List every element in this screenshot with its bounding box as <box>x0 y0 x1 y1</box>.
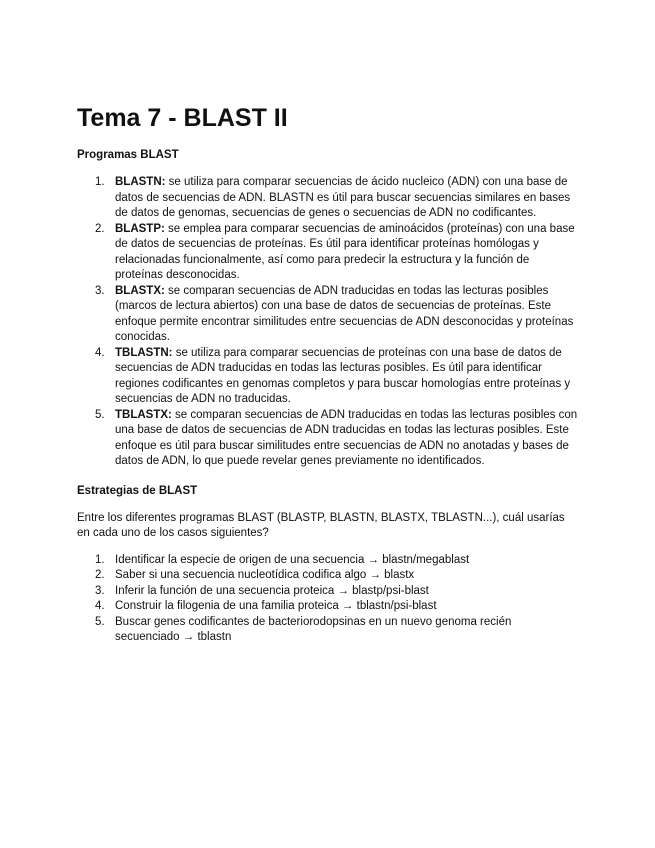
case-text: Identificar la especie de origen de una secuencia → blastn/megablast <box>115 553 470 566</box>
list-item-blastx <box>77 284 579 346</box>
list-item-blastn <box>77 175 579 222</box>
program-name: BLASTX: <box>115 284 165 297</box>
list-item-case <box>77 584 579 600</box>
program-name: BLASTN: <box>115 176 166 188</box>
list-number: 1. <box>95 176 105 188</box>
case-text: Construir la filogenia de una familia proteica → tblastn/psi-blast <box>115 600 437 612</box>
list-item-case <box>77 568 579 584</box>
list-item-case <box>77 615 579 646</box>
list-number: 5. <box>95 408 105 421</box>
program-name: BLASTP: <box>115 222 165 235</box>
list-number: 2. <box>95 569 105 581</box>
list-item-tblastx <box>77 408 579 470</box>
list-number: 2. <box>95 222 105 235</box>
document-page <box>77 100 579 646</box>
list-number: 4. <box>95 346 105 359</box>
case-text: Inferir la función de una secuencia proteica → blastp/psi-blast <box>115 584 429 597</box>
list-item-tblastn <box>77 346 579 408</box>
program-description: se utiliza para comparar secuencias de proteínas con una base de datos de secuencias de ADN traducidas en todas las lecturas posibles. Es útil para identificar regiones codificantes en genomas completos y para buscar homologías entre proteínas y secuencias de ADN no traducidas. <box>115 346 571 405</box>
program-description: se emplea para comparar secuencias de aminoácidos (proteínas) con una base de datos de secuencias de proteínas. Es útil para identificar proteínas homólogas y relacionadas funcionalmente, así como para predecir la estructura y la función de proteínas desconocidas. <box>115 222 575 281</box>
list-item-case <box>77 599 579 615</box>
strategies-question: Entre los diferentes programas BLAST (BLASTP, BLASTN, BLASTX, TBLASTN...), cuál usarías en cada uno de los casos siguientes? <box>77 511 565 539</box>
program-description: se utiliza para comparar secuencias de ácido nucleico (ADN) con una base de datos de secuencias de ADN. BLASTN es útil para buscar secuencias similares en bases de datos de genomas, secuencias de genes o secuencias de ADN no codificantes. <box>115 176 571 219</box>
cases-list <box>77 553 579 646</box>
program-name: TBLASTX: <box>115 408 172 421</box>
list-number: 1. <box>95 553 105 566</box>
case-text: Buscar genes codificantes de bacteriorodopsinas en un nuevo genoma recién secuenciado → tblastn <box>115 615 512 643</box>
section-heading-programs: Programas BLAST <box>77 149 179 161</box>
page-title: Tema 7 - BLAST II <box>77 104 288 132</box>
program-description: se comparan secuencias de ADN traducidas en todas las lecturas posibles (marcos de lectura abiertos) con una base de datos de secuencias de proteínas. Este enfoque permite encontrar similitudes entre secuencias de ADN desconocidas y proteínas conocidas. <box>115 284 574 343</box>
list-number: 3. <box>95 284 105 297</box>
programs-list <box>77 175 579 470</box>
list-number: 5. <box>95 615 105 628</box>
list-number: 4. <box>95 600 105 612</box>
section-heading-strategies: Estrategias de BLAST <box>77 484 198 497</box>
list-item-case <box>77 553 579 569</box>
program-name: TBLASTN: <box>115 346 173 359</box>
list-item-blastp <box>77 222 579 284</box>
program-description: se comparan secuencias de ADN traducidas en todas las lecturas posibles con una base de datos de secuencias de ADN traducidas en todas las lecturas posibles. Este enfoque es útil para buscar similitudes entre secuencias de ADN no anotadas y bases de datos de ADN, lo que puede revelar genes previamente no identificados. <box>115 408 578 467</box>
case-text: Saber si una secuencia nucleotídica codifica algo → blastx <box>115 569 415 581</box>
list-number: 3. <box>95 584 105 597</box>
